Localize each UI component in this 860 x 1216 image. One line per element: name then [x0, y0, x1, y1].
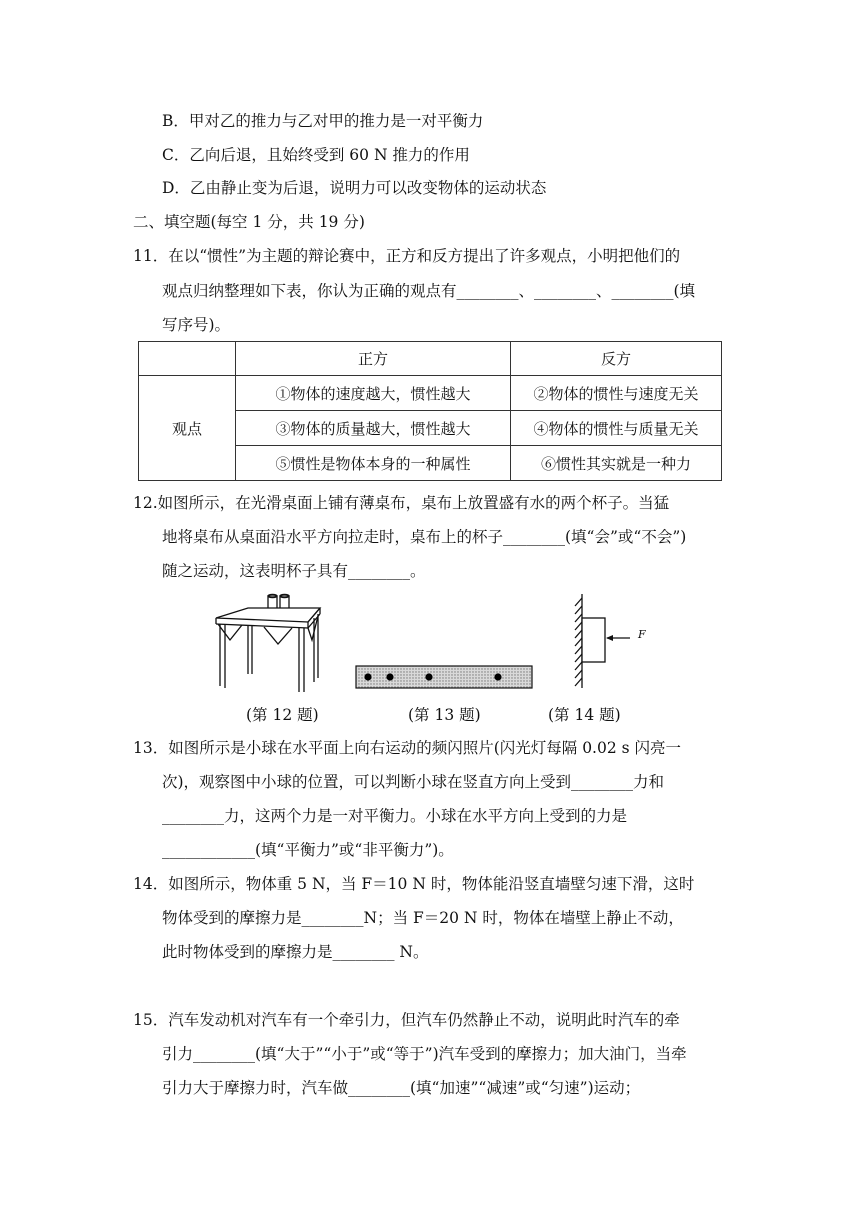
q13-line2: 次)，观察图中小球的位置，可以判断小球在竖直方向上受到________力和: [162, 773, 665, 791]
q14-line1: 14．如图所示，物体重 5 N，当 F＝10 N 时，物体能沿竖直墙壁匀速下滑，这时: [133, 875, 695, 893]
fig12-caption: (第 12 题): [246, 706, 319, 724]
q13-line4: ____________(填“平衡力”或“非平衡力”)。: [162, 841, 454, 859]
table-header-pro: 正方: [236, 342, 511, 376]
q12-line2: 地将桌布从桌面沿水平方向拉走时，桌布上的杯子________(填“会”或“不会”): [162, 528, 687, 546]
q12-line3: 随之运动，这表明杯子具有________。: [162, 562, 426, 580]
option-d: D．乙由静止变为后退，说明力可以改变物体的运动状态: [162, 179, 547, 197]
q14-line3: 此时物体受到的摩擦力是________ N。: [162, 943, 429, 961]
q15-line1: 15．汽车发动机对汽车有一个牵引力，但汽车仍然静止不动，说明此时汽车的牵: [133, 1011, 680, 1029]
viewpoints-table: [138, 341, 722, 481]
table-header-empty: [139, 342, 236, 376]
q13-line3: ________力，这两个力是一对平衡力。小球在水平方向上受到的力是: [162, 807, 628, 825]
table-row: [139, 376, 722, 411]
table-cell: ④物体的惯性与质量无关: [511, 411, 722, 446]
table-header-row: [139, 342, 722, 376]
option-c: C．乙向后退，且始终受到 60 N 推力的作用: [162, 146, 470, 164]
table-row-label: 观点: [139, 376, 236, 481]
q15-line3: 引力大于摩擦力时，汽车做________(填“加速”“减速”或“匀速”)运动；: [162, 1079, 641, 1097]
force-label: F: [638, 628, 646, 641]
fig13-caption: (第 13 题): [408, 706, 481, 724]
table-cell: ③物体的质量越大，惯性越大: [236, 411, 511, 446]
fig14-caption: (第 14 题): [548, 706, 621, 724]
section-heading: 二、填空题(每空 1 分，共 19 分): [133, 213, 365, 231]
table-cell: ⑤惯性是物体本身的一种属性: [236, 446, 511, 481]
table-with-cups-figure: [208, 588, 326, 698]
table-cell: ①物体的速度越大，惯性越大: [236, 376, 511, 411]
table-cell: ⑥惯性其实就是一种力: [511, 446, 722, 481]
q11-line3: 写序号)。: [162, 316, 231, 334]
q15-line2: 引力________(填“大于”“小于”或“等于”)汽车受到的摩擦力；加大油门，当牵: [162, 1045, 687, 1063]
table-cell: ②物体的惯性与速度无关: [511, 376, 722, 411]
strobe-photo-figure: [352, 662, 538, 692]
q11-line2: 观点归纳整理如下表，你认为正确的观点有________、________、________(填: [162, 282, 696, 300]
q12-line1: 12.如图所示，在光滑桌面上铺有薄桌布，桌布上放置盛有水的两个杯子。当猛: [133, 494, 670, 512]
option-b: B．甲对乙的推力与乙对甲的推力是一对平衡力: [162, 112, 484, 130]
table-header-con: 反方: [511, 342, 722, 376]
q14-line2: 物体受到的摩擦力是________N；当 F＝20 N 时，物体在墙壁上静止不动，: [162, 909, 684, 927]
q13-line1: 13．如图所示是小球在水平面上向右运动的频闪照片(闪光灯每隔 0.02 s 闪亮一: [133, 739, 682, 757]
q11-line1: 11．在以“惯性”为主题的辩论赛中，正方和反方提出了许多观点，小明把他们的: [133, 247, 681, 265]
block-on-wall-figure: [570, 592, 654, 692]
